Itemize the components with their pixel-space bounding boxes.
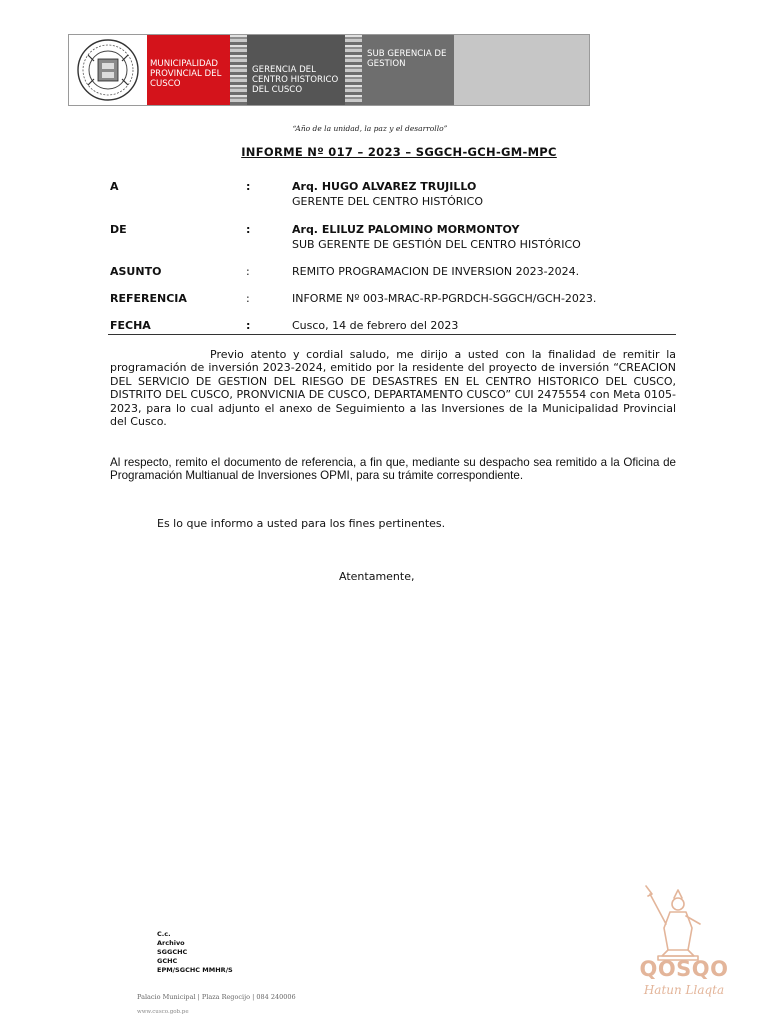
closing: Atentamente, xyxy=(339,570,415,583)
cc-line: EPM/SGCHC MMHR/S xyxy=(157,966,233,974)
pattern-divider xyxy=(345,35,362,105)
field-label: ASUNTO xyxy=(110,265,162,278)
qosqo-logo-tagline: Hatun Llaqta xyxy=(643,983,725,997)
subject-value: REMITO PROGRAMACION DE INVERSION 2023-2024. xyxy=(292,265,580,278)
date-value: Cusco, 14 de febrero del 2023 xyxy=(292,319,459,332)
segment-municipalidad: MUNICIPALIDAD PROVINCIAL DEL CUSCO xyxy=(147,35,230,105)
motto: “Año de la unidad, la paz y el desarrollo” xyxy=(292,124,448,133)
body-paragraph-3: Es lo que informo a usted para los fines pertinentes. xyxy=(157,517,446,530)
cc-line: GCHC xyxy=(157,957,178,965)
field-colon: : xyxy=(246,319,251,332)
footer-address: Palacio Municipal | Plaza Regocijo | 084 240006 xyxy=(137,993,296,1001)
segment-blank xyxy=(454,35,589,105)
letterhead xyxy=(68,34,590,106)
sender-name: Arq. ELILUZ PALOMINO MORMONTOY xyxy=(292,223,520,236)
body-paragraph-2: Al respecto, remito el documento de referencia, a fin que, mediante su despacho sea remitido a la Oficina de Programación Multianual de Inversiones OPMI, para su trámite correspondiente. xyxy=(110,456,676,483)
pattern-divider xyxy=(230,35,247,105)
segment-gerencia: GERENCIA DEL CENTRO HISTORICO DEL CUSCO xyxy=(247,35,345,105)
field-colon: : xyxy=(246,265,250,278)
field-label: REFERENCIA xyxy=(110,292,187,305)
field-label: DE xyxy=(110,223,127,236)
recipient-role: GERENTE DEL CENTRO HISTÓRICO xyxy=(292,195,483,208)
field-colon: : xyxy=(246,223,251,236)
body-paragraph-1: Previo atento y cordial saludo, me dirijo a usted con la finalidad de remitir la programación de inversión 2023-2024, emitido por la residente del proyecto de inversión “CREACION DEL SERVICIO DE GESTION DEL RIESGO DE DESASTRES EN EL CENTRO HISTORICO DEL CUSCO, DISTRITO DEL CUSCO, PRONVICNIA DE CUSCO, DEPARTAMENTO CUSCO” CUI 2475554 con Meta 0105-2023, para lo cual adjunto el anexo de Seguimiento a las Inversiones de la Municipalidad Provincial del Cusco. xyxy=(110,348,676,429)
field-colon: : xyxy=(246,180,251,193)
field-label: FECHA xyxy=(110,319,151,332)
document-title: INFORME Nº 017 – 2023 – SGGCH-GCH-GM-MPC xyxy=(241,145,557,159)
cc-line: SGGCHC xyxy=(157,948,188,956)
municipal-crest-icon xyxy=(69,35,147,105)
recipient-name: Arq. HUGO ALVAREZ TRUJILLO xyxy=(292,180,477,193)
field-colon: : xyxy=(246,292,250,305)
cc-line: Archivo xyxy=(157,939,185,947)
cc-list xyxy=(157,930,233,975)
qosqo-logo-word: QOSQO xyxy=(639,957,729,981)
segment-sub-gerencia: SUB GERENCIA DE GESTION xyxy=(362,35,454,105)
reference-value: INFORME Nº 003-MRAC-RP-PGRDCH-SGGCH/GCH-2023. xyxy=(292,292,597,305)
inca-statue-icon xyxy=(628,880,740,1000)
cc-line: C.c. xyxy=(157,930,171,938)
field-label: A xyxy=(110,180,119,193)
footer-web: www.cusco.gob.pe xyxy=(137,1009,189,1015)
header-divider xyxy=(108,334,676,335)
sender-role: SUB GERENTE DE GESTIÓN DEL CENTRO HISTÓRICO xyxy=(292,238,581,251)
